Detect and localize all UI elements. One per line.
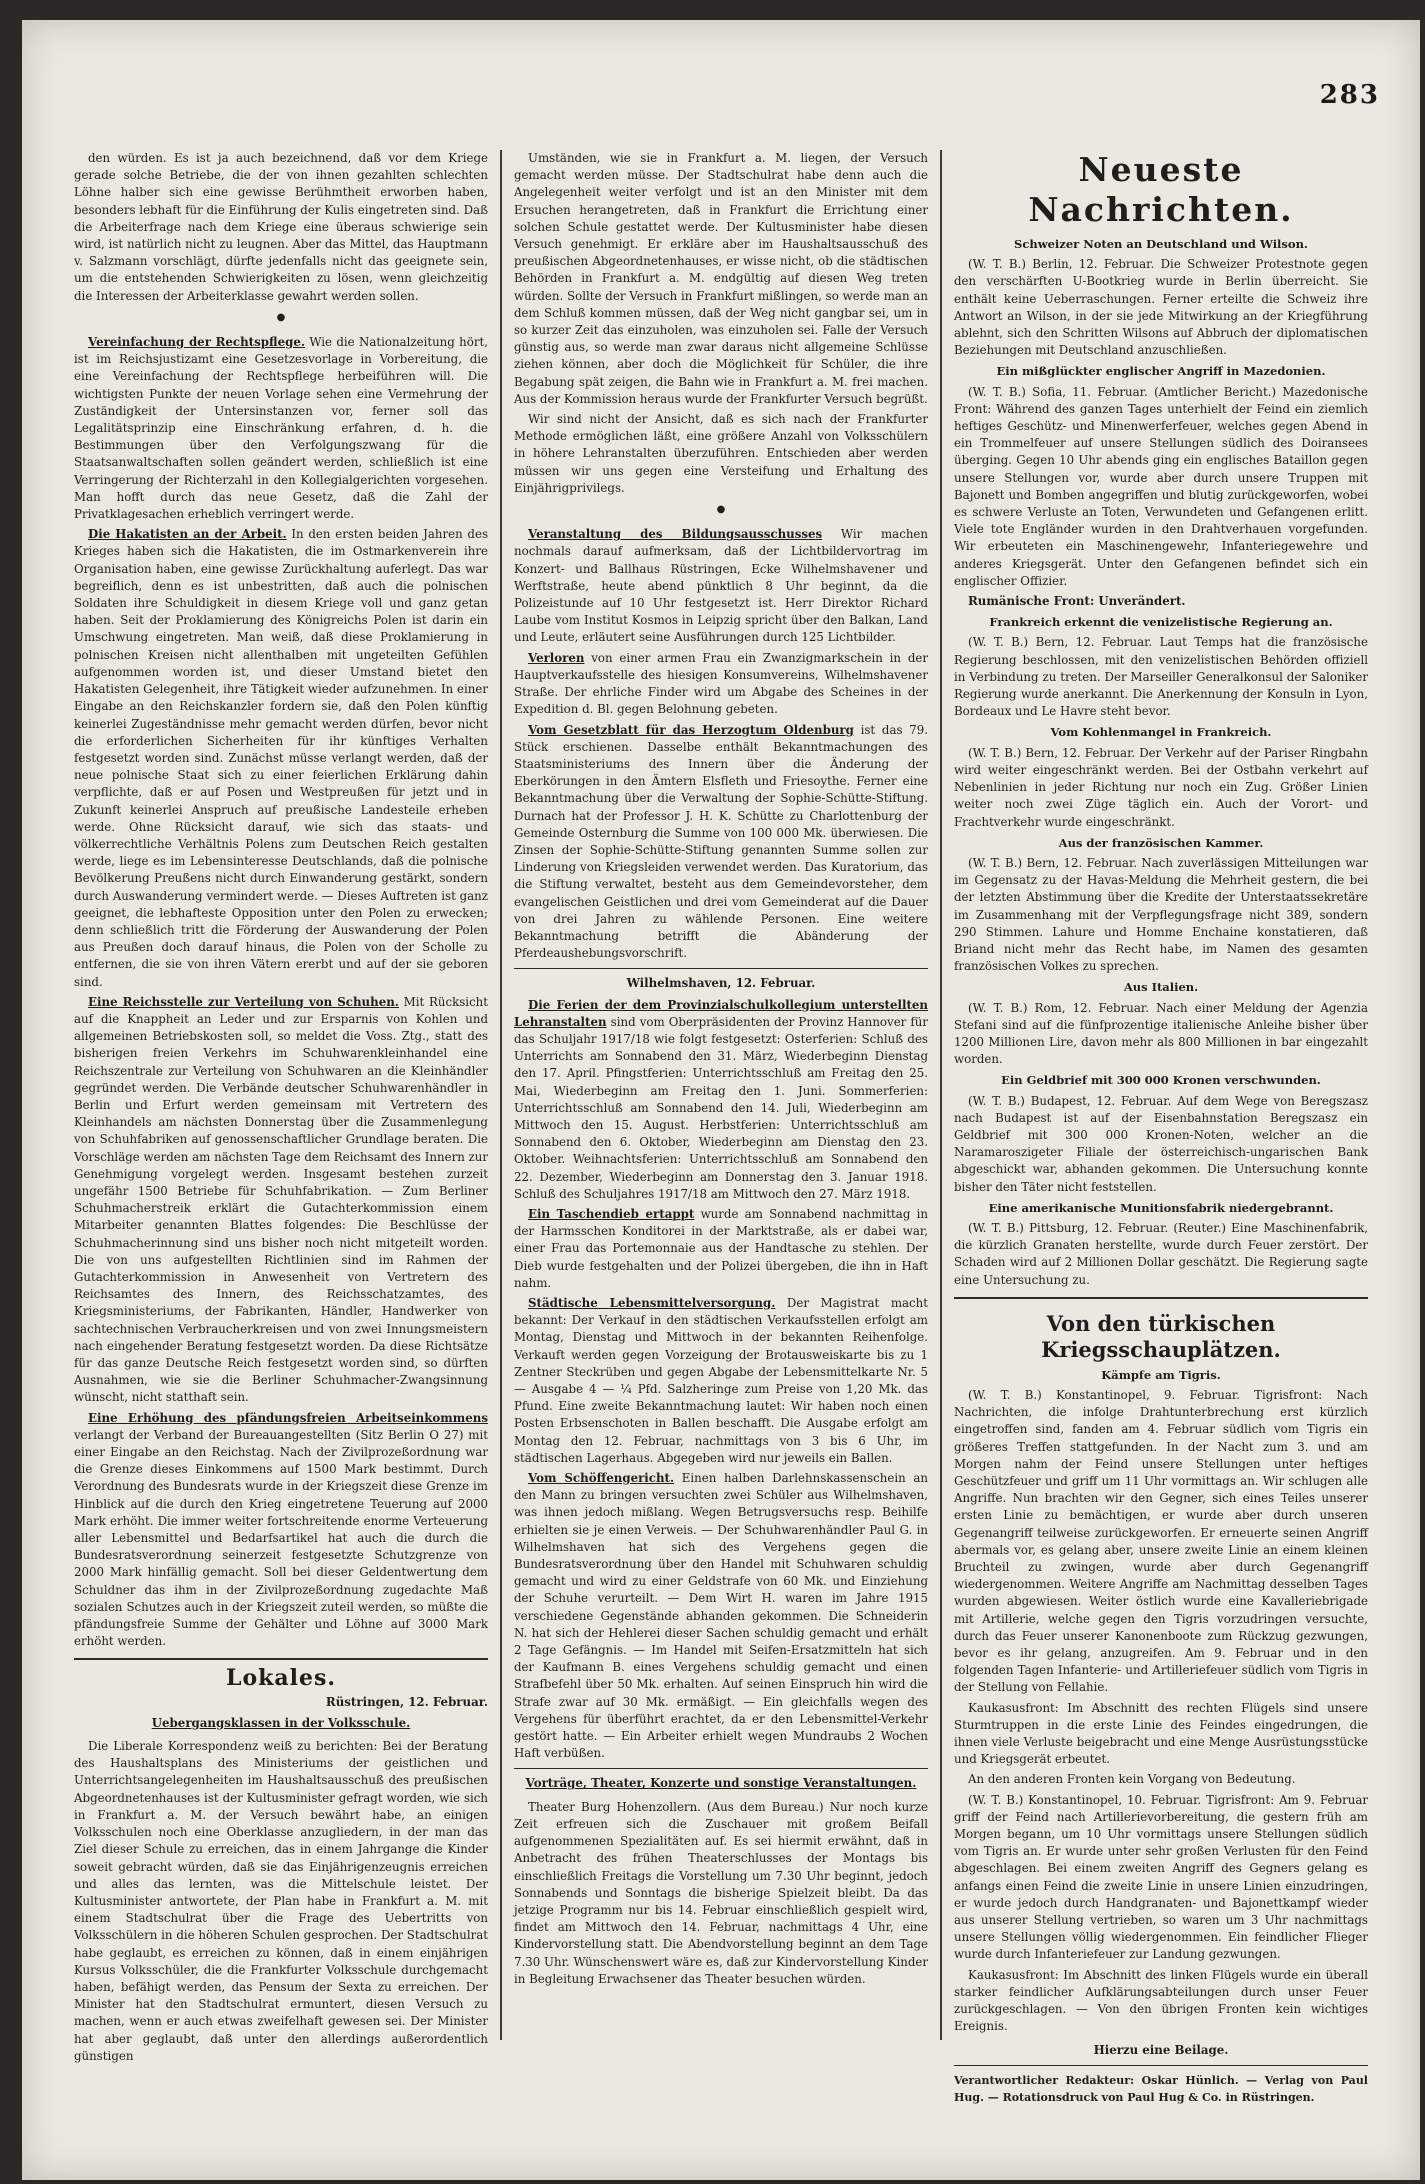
news-body: (W. T. B.) Berlin, 12. Februar. Die Schweizer Protestnote gegen den verschärften U-Bootkrieg wurde in Berlin überreicht. Sie enthält keine Ueberraschungen. Ferner erteilte die Schweiz ihre Antwort an Wilson, in der sie jede Mitwirkung an der Kriegführung ablehnt, sich den Schritten Wilsons auf Abbruch der diplomatischen Beziehungen mit Deutschland anzuschließen. xyxy=(954,257,1368,358)
notice-taschendieb xyxy=(514,1206,928,1292)
dateline: Rüstringen, 12. Februar. xyxy=(325,1694,488,1709)
news-body: (W. T. B.) Bern, 12. Februar. Der Verkehr auf der Pariser Ringbahn wird weiter eingeschränkt werden. Bei der Ostbahn verkehrt auf Nebenlinien in jeder Richtung nur noch ein Zug. Größer Linien weiter noch zwei Züge täglich ein. Auch der Vorort- und Frachtverkehr wurde eingeschränkt. xyxy=(954,745,1368,829)
article-heading: Uebergangsklassen in der Volksschule. xyxy=(151,1715,411,1730)
notice-heading: Vom Schöffengericht. xyxy=(528,1471,675,1486)
article-body: Mit Rücksicht auf die Knappheit an Leder und zur Ersparnis von Kohlen und allgemeinen Betriebskosten soll, so meldet die Voss. Ztg., statt des bisherigen freien Verkehrs im Schuhwarenkleinhandel eine Reichszentrale zur Verteilung von Schuhwaren an die Kleinhändler gegründet werden. Die Verbände deutscher Schuhwarenhändler in Berlin und Erfurt werden gemeinsam mit Vertretern des Kleinhandels am nächsten Donnerstag über die Zusammenlegung von Schuhfabriken auf genossenschaftlicher Grundlage beraten. Die Vorschläge werden am nächsten Tage dem Reichsamt des Innern zur Genehmigung vorgelegt werden. Insgesamt bestehen zurzeit ungefähr 1500 Betriebe für Schuhfabrikation. — Zum Berliner Schuhmacherstreik erklärt die Gutachterkommission einem Mitarbeiter genannten Blattes folgendes: Die Beschlüsse der Schuhmacherinnung sind uns bisher noch nicht mitgeteilt worden. Die von uns aufgestellten Richtlinien sind im Rahmen der Gutachterkommission in Anwesenheit von Vertretern des Reichsamtes des Innern, des Reichsschatzamtes, des Kriegsministeriums, der Fabrikanten, Händler, Handwerker von sachtechnischen Verbraucherkreisen und von zwei Innungsmeistern nach eingehender Beratung festgesetzt worden. Da diese Richtsätze für das ganze Deutsche Reich festgesetzt worden sind, so dürften Ausnahmen, wie sie die Berliner Schuhmacher-Zwangsinnung wünscht, nicht statthaft sein. xyxy=(74,994,489,1405)
column-right xyxy=(954,150,1368,2109)
news-heading: Schweizer Noten an Deutschland und Wilson. xyxy=(1014,237,1308,251)
section-divider xyxy=(954,1297,1368,1299)
article-body: In den ersten beiden Jahren des Krieges haben sich die Hakatisten, die im Ostmarkenverein ihre Organisation haben, eine gewisse Zurückhaltung auferlegt. Das war begreiflich, denn es ist unbestritten, daß auch die polnischen Soldaten ihre Schuldigkeit in diesem Kriege voll und ganz getan haben. Seit der Proklamierung des Königreichs Polen ist darin ein Umschwung eingetreten. Man weiß, daß diese Proklamierung in polnischen Kreisen nicht allenthalben mit ungeteilten Gefühlen aufgenommen worden ist, und dieser Umstand bietet den Hakatisten Gelegenheit, ihre Tätigkeit wieder aufzunehmen. In einer Eingabe an den Reichskanzler fordern sie, daß den Polen künftig keinerlei Zugeständnisse mehr gemacht werden dürfen, bevor nicht die erforderlichen Sicherheiten für ihr künftiges Verhalten festgesetzt worden sind. Zunächst müsse verlangt werden, daß der neue polnische Staat sich zu einer feierlichen Erklärung dahin verpflichte, daß er auf Posen und Westpreußen für jetzt und in Zukunft keinerlei Anspruch auf preußische Landesteile erheben werde. Ohne Rücksicht darauf, wie sich das staats- und völkerrechtliche Verhältnis Polens zum Deutschen Reich gestalten werde, liege es im Lebensinteresse Deutschlands, daß die polnische Bevölkerung Preußens nicht durch Einwanderung gestärkt, sondern durch Auswanderung vermindert werde. — Dieses Auftreten ist ganz geeignet, die lebhafteste Opposition unter den Polen zu erwecken; denn schließlich tritt die Förderung der Auswanderung der Polen aus Preußen doch darauf hinaus, die Polen von der Scholle zu entfernen, die sie von ihren Vätern ererbt und auf der sie geboren sind. xyxy=(74,527,488,989)
notice-body: Einen halben Darlehnskassenschein an den Mann zu bringen versuchten zwei Schüler aus Wilhelmshaven, was ihnen jedoch mißlang. Wegen Betrugsversuchs resp. Beihilfe erhielten sie je einen Verweis. — Der Schuhwarenhändler Paul G. in Wilhelmshaven hat sich des Vergehens gegen die Bundesratsverordnung über den Handel mit Schuhwaren schuldig gemacht und wird zu einer Geldstrafe von 60 Mk. und Einziehung der Schuhe verurteilt. — Dem Wirt H. waren im Jahre 1915 verschiedene Gegenstände abhanden gekommen. Die Schneiderin N. hat sich der Hehlerei dieser Sachen schuldig gemacht und erhält 2 Tage Gefängnis. — Im Handel mit Seifen-Ersatzmitteln hat sich der Kaufmann B. eines Vergehens schuldig gemacht und einen Strafbefehl über 50 Mk. erhalten. Auf seinen Einspruch hin wird die Strafe zwar auf 30 Mk. ermäßigt. — Ein gleichfalls wegen des Vergehens für überführt erachtet, da er den Lebensmittel-Verkehr gestört hatte. — Ein Arbeiter erhielt wegen Mundraubs 2 Wochen Haft verbüßen. xyxy=(514,1471,929,1761)
divider xyxy=(514,968,928,969)
notice-heading: Veranstaltung des Bildungsausschusses xyxy=(528,527,823,542)
news-body: (W. T. B.) Budapest, 12. Februar. Auf dem Wege von Beregszasz nach Budapest ist auf der Eisenbahnstation Beregszasz ein Geldbrief mit 300 000 Kronen-Noten, welcher an die Naramaroszigeter Filiale der österreichisch-ungarischen Bank abgeschickt war, abhanden gekommen. Die Untersuchung konnte bisher den Täter nicht feststellen. xyxy=(954,1093,1368,1194)
notice-body: ist das 79. Stück erschienen. Dasselbe enthält Bekanntmachungen des Staatsministeriums des Innern über die Änderung der Eberkörungen in den Ämtern Elsfleth und Friesoythe. Ferner eine Bekanntmachung über die Verwaltung der Sophie-Schütte-Stiftung. Durnach hat der Professor J. H. K. Schütte zu Charlottenburg der Gemeinde Osternburg die Summe von 100 000 Mk. überwiesen. Die Zinsen der Sophie-Schütte-Stiftung genannten Summe sollen zur Linderung von Kriegsleiden verwendet werden. Das Kuratorium, das die Stiftung verwaltet, besteht aus dem Gemeindevorsteher, dem evangelischen Geistlichen und drei vom Gemeinderat auf die Dauer von drei Jahren zu wählende Personen. Eine weitere Bekanntmachung betrifft die Abänderung der Pferdeaushebungsvorschrift. xyxy=(514,722,929,961)
section-masthead: Neueste Nachrichten. xyxy=(1028,150,1294,229)
article-heading: Eine Reichsstelle zur Verteilung von Schuhen. xyxy=(88,994,399,1009)
article-schuhe xyxy=(74,994,488,1407)
notice-verloren xyxy=(514,650,928,719)
news-body: (W. T. B.) Sofia, 11. Februar. (Amtlicher Bericht.) Mazedonische Front: Während des ganzen Tages unterhielt der Feind ein ziemlich heftiges Geschütz- und Minenwerferfeuer, welches gegen Abend in ein Trommelfeuer auf unsere Stellungen südlich des Doiransees überging. Gegen 10 Uhr abends ging ein englisches Bataillon gegen unsere Stellungen vor, wurde aber durch unsere Truppen mit Bajonett und Bomben angegriffen und blutig zurückgeworfen, wobei es schwere Verluste an Toten, Verwundeten und Gefangenen erlitt. Viele tote Engländer wurden in den Drahtverhauen vorgefunden. Wir erbeuteten ein Maschinengewehr, Infanteriegewehre und anderes Kriegsgerät. Unter den Gefangenen befindet sich ein englischer Offizier. xyxy=(954,384,1368,588)
news-body: Kaukasusfront: Im Abschnitt des rechten Flügels sind unsere Sturmtruppen in die erste Linie des Feindes eingedrungen, die ihnen viele Verluste beigebracht und eine Menge Ausrüstungsstücke und Kriegsgerät erbeutet. xyxy=(954,1700,1368,1767)
notice-bildungsausschuss xyxy=(514,526,928,646)
notice-theater: Theater Burg Hohenzollern. (Aus dem Bureau.) Nur noch kurze Zeit erfreuen sich die Zuschauer mit großem Beifall aufgenommenen Spezialitäten auf. Es sei hiermit erwähnt, daß in Anbetracht des frühen Theaterschlusses der Montags bis einschließlich Freitags die Vorstellung um 7.30 Uhr beginnt, jedoch Sonnabends und Sonntags die bisherige Spielzeit bleibt. Da das jetzige Programm nur bis 14. Februar einschließlich gespielt wird, findet am Mittwoch den 14. Februar, nachmittags 4 Uhr, eine Kindervorstellung statt. Die Abendvorstellung beginnt an dem Tage 7.30 Uhr. Wünschenswert wäre es, daß zur Kindervorstellung Kinder in Begleitung Erwachsener das Theater besuchen würden. xyxy=(514,1799,928,1986)
article-heading: Die Hakatisten an der Arbeit. xyxy=(88,527,287,542)
section-heading-veranstaltungen: Vorträge, Theater, Konzerte und sonstige Veranstaltungen. xyxy=(525,1776,917,1791)
article-body: Die Liberale Korrespondenz weiß zu berichten: Bei der Beratung des Haushaltsplans des Ministeriums der geistlichen und Unterrichtsangelegenheiten im Haushaltsausschuß des preußischen Abgeordnetenhauses ist der Kultusminister gefragt worden, wie sich in Frankfurt a. M. der Versuch bewährt habe, an einigen Volksschulen noch eine Oberklasse anzugliedern, in der man das Ziel dieser Schule zu erreichen, das in einem Jahrgange die Kinder soweit gebracht würden, daß sie das Einjährigenzeugnis erreichen und alles das lernten, was die Mittelschule leistet. Der Kultusminister antwortete, der Plan habe in Frankfurt a. M. mit einem Stadtschulrat über die Frage des Uebertritts von Volksschülern in die höheren Schulen gesprochen. Der Stadtschulrat habe geglaubt, es erreichen zu können, daß in einem einjährigen Kursus Volksschüler, die die Frankfurter Volksschule durchgemacht haben, befähigt werden, das Pensum der Sexta zu erreichen. Der Minister hat den Stadtschulrat ermuntert, diesen Versuch zu machen, wenn er auch etwas zweifelhaft gewesen sei. Der Minister hat aber geglaubt, daß unter den allerdings außerordentlich günstigen xyxy=(74,1739,488,2063)
imprint: Verantwortlicher Redakteur: Oskar Hünlich. — Verlag von Paul Hug. — Rotationsdruck von Paul Hug & Co. in Rüstringen. xyxy=(954,2073,1368,2104)
news-body: Rumänische Front: Unverändert. xyxy=(968,594,1186,609)
news-heading: Vom Kohlenmangel in Frankreich. xyxy=(1050,725,1272,740)
notice-heading: Vom Gesetzblatt für das Herzogtum Oldenburg xyxy=(528,722,854,737)
news-heading: Aus der französischen Kammer. xyxy=(1058,835,1264,850)
supplement-note: Hierzu eine Beilage. xyxy=(1093,2042,1229,2057)
news-heading: Aus Italien. xyxy=(1123,980,1199,995)
news-body: (W. T. B.) Bern, 12. Februar. Laut Temps hat die französische Regierung beschlossen, mit den venizelistischen Behörden offiziell in Verbindung zu treten. Der Marseiller Generalkonsul der Saloniker Regierung wurde anerkannt. Die Anerkennung der Konsuln in Lyon, Bordeaux und Le Havre steht bevor. xyxy=(954,635,1368,719)
column-rule-left xyxy=(500,150,502,2040)
notice-heading: Verloren xyxy=(528,650,585,665)
divider xyxy=(514,1768,928,1769)
dateline: Wilhelmshaven, 12. Februar. xyxy=(626,976,816,991)
article-continuation: Umständen, wie sie in Frankfurt a. M. liegen, der Versuch gemacht werden müsse. Der Stadtschulrat habe denn auch die Angelegenheit weiter verfolgt und ist an den Minister mit dem Ersuchen herangetreten, daß in Frankfurt die Errichtung einer solchen Schule gestattet werde. Der Kultusminister habe diesen Versuch genehmigt. Er erkläre aber im Haushaltsausschuß des preußischen Abgeordnetenhauses, er wisse nicht, ob die städtischen Behörden in Frankfurt a. M. endgültig auf diesen Weg treten würden. Sollte der Versuch in Frankfurt mißlingen, so werde man an dem Schluß kommen müssen, daß der Weg nicht gangbar sei, um in so kurzer Zeit das einzuholen, was einzuholen sei. Falle der Versuch günstig aus, so werde man zwar daraus nicht allgemeine Schlüsse ziehen können, aber doch die Möglichkeit für Schüler, die ihre Begabung spät zeigen, die Bahn wie in Frankfurt a. M. frei machen. Aus der Kommission heraus wurde der Frankfurter Versuch begrüßt. xyxy=(514,151,928,406)
article-arbeitseinkommen xyxy=(74,1410,488,1651)
notice-heading: Die Ferien der dem Provinzialschulkollegium unterstellten Lehranstalten xyxy=(514,997,928,1029)
divider-star: ● xyxy=(276,311,286,323)
news-body: (W. T. B.) Rom, 12. Februar. Nach einer Meldung der Agenzia Stefani sind auf die fünfprozentige italienische Anleihe bisher über 1200 Millionen Lire, davon mehr als 800 Millionen in bar eingezahlt worden. xyxy=(954,1000,1368,1067)
section-title-tuerkei: Von den türkischen Kriegsschauplätzen. xyxy=(1041,1310,1281,1362)
news-heading: Eine amerikanische Munitionsfabrik niedergebrannt. xyxy=(988,1200,1334,1215)
news-body: (W. T. B.) Bern, 12. Februar. Nach zuverlässigen Mitteilungen war im Gegensatz zu der Havas-Meldung die Mehrheit gestern, die bei der letzten Abstimmung über die Kredite der Unterstaatssekretäre im Zusammenhang mit der Verpflegungsfrage nicht 389, sondern 290 Stimmen. Lahure und Homme Enchaine konstatieren, daß Briand nicht mehr das Recht habe, im Namen des gesamten französischen Volkes zu sprechen. xyxy=(954,855,1368,974)
news-body: (W. T. B.) Konstantinopel, 10. Februar. Tigrisfront: Am 9. Februar griff der Feind nach Artillerievorbereitung, die gestern früh am Morgen begann, um 10 Uhr vormittags unsere Stellungen südlich vom Tigris an. Er wurde unter sehr großen Verlusten für den Feind abgeschlagen. Bei einem zweiten Angriff des Gegners gelang es anfangs einen Feind die zweite Linie in unsere Linien einzudringen, er wurde jedoch durch Handgranaten- und Bajonettkampf wieder aus unserer Stellung vertrieben, so waren um 3 Uhr nachmittags unsere Stellungen völlig wiedergenommen. Ein feindlicher Flieger wurde durch Infanteriefeuer zur Landung gezwungen. xyxy=(954,1792,1368,1962)
news-subheading: Kämpfe am Tigris. xyxy=(1101,1367,1221,1382)
notice-heading: Städtische Lebensmittelversorgung. xyxy=(528,1296,776,1310)
article-heading: Eine Erhöhung des pfändungsfreien Arbeitseinkommens xyxy=(88,1410,488,1425)
notice-body: Der Magistrat macht bekannt: Der Verkauf in den städtischen Verkaufsstellen erfolgt am Montag, Dienstag und Mittwoch in der bekannten Reihenfolge. Verkauft werden gegen Vorzeigung der Brotausweiskarte bis zu 1 Zentner Steckrüben und gegen Abgabe der Lebensmittelkarte Nr. 5 — Ausgabe 4 — ¼ Pfd. Salzheringe zum Preise von 1,20 Mk. das Pfund. Eine zweite Bekanntmachung lautet: Wir haben noch einen Posten Erbsenschoten in Ballen beschafft. Die Ausgabe erfolgt am Montag den 12. Februar, nachmittags von 3 bis 6 Uhr, im städtischen Lagerhaus. Abgegeben wird nur jeweils ein Ballen. xyxy=(514,1296,928,1465)
news-heading: Ein Geldbrief mit 300 000 Kronen verschwunden. xyxy=(1001,1073,1321,1088)
news-body: (W. T. B.) Konstantinopel, 9. Februar. Tigrisfront: Nach Nachrichten, die infolge Drahtunterbrechung erst kürzlich eingetroffen sind, fanden am 4. Februar südlich vom Tigris ein größeres Treffen stattgefunden. In der Nacht zum 3. und am Morgen nahm der Feind unsere Stellungen unter heftiges Geschützfeuer und griff um 11 Uhr vormittags an. Wir schlugen alle Angriffe. Nun brachten wir den Gegner, sich eines Teiles unserer ersten Linie zu bemächtigen, er wurde aber durch unseren Gegenangriff teilweise zurückgeworfen. Er erneuerte seinen Angriff abermals vor, es gelang aber, unsere zweite Linie an einem kleinen Bruchteil zu zwingen, wurde aber durch Gegenangriff wiedergenommen. Weitere Angriffe am Nachmittag desselben Tages wurden abgewiesen. Weiter östlich wurde eine Kavalleriebrigade mit Artillerie, welche gegen den Tigris vorzudringen versuchte, durch das Feuer unserer Kanonenboote zum Rückzug gezwungen, bevor es ihr gelang, anzugreifen. Am 9. Februar und in den folgenden Tagen Infanterie- und Artilleriefeuer südlich vom Tigris in der Stellung von Fellahie. xyxy=(954,1387,1368,1695)
article-heading: Vereinfachung der Rechtspflege. xyxy=(88,335,305,350)
section-divider xyxy=(74,1658,488,1660)
news-heading: Frankreich erkennt die venizelistische Regierung an. xyxy=(989,615,1333,630)
notice-body: Wir machen nochmals darauf aufmerksam, daß der Lichtbildervortrag im Konzert- und Ballhaus Rüstringen, Ecke Wilhelmshavener und Werftstraße, heute abend pünktlich 8 Uhr beginnt, da die Polizeistunde auf 10 Uhr festgesetzt ist. Herr Direktor Richard Laube vom Institut Kosmos in Leipzig spricht über den Balkan, Land und Leute, erläutert seine Ausführungen durch 125 Lichtbilder. xyxy=(514,527,928,645)
article-continuation: den würden. Es ist ja auch bezeichnend, daß vor dem Kriege gerade solche Betriebe, die der von ihnen gezahlten schlechten Löhne halber sich eine gewisse Berühmtheit erworben haben, besonders lebhaft für die Einführung der Kulis eingetreten sind. Daß die Arbeiterfrage nach dem Kriege eine überaus schwierige sein wird, ist natürlich nicht zu leugnen. Aber das Mittel, das Hauptmann v. Salzmann vorschlägt, dürfte jedenfalls nicht das geeignete sein, um die entstehenden Schwierigkeiten zu lösen, wenn gleichzeitig die Interessen der Arbeiterklasse gewahrt werden sollen. xyxy=(74,151,488,303)
section-title-lokales: Lokales. xyxy=(225,1665,337,1692)
notice-body: wurde am Sonnabend nachmittag in der Harmsschen Konditorei in der Marktstraße, als er dabei war, einer Frau das Portemonnaie aus der Handtasche zu stehlen. Der Dieb wurde festgehalten und der Polizei übergeben, die ihn in Haft nahm. xyxy=(514,1206,928,1290)
page-number: 283 xyxy=(1319,80,1380,110)
news-heading: Ein mißglückter englischer Angriff in Mazedonien. xyxy=(996,364,1326,379)
news-body: (W. T. B.) Pittsburg, 12. Februar. (Reuter.) Eine Maschinenfabrik, die kürzlich Granaten herstellte, wurde durch Feuer zerstört. Der Schaden wird auf 2 Millionen Dollar geschätzt. Die Regierung sagte eine Untersuchung zu. xyxy=(954,1220,1368,1287)
article-body: Wie die Nationalzeitung hört, ist im Reichsjustizamt eine Gesetzesvorlage in Vorbereitung, die eine Vereinfachung der Rechtspflege herbeiführen will. Die wichtigsten Punkte der neuen Vorlage sehen eine Vermehrung der Zuständigkeit der Untersinstanzen vor, ferner soll das Legalitätsprinzip eine Einschränkung erfahren, d. h. die Bestimmungen über den Verfolgungszwang für die Staatsanwaltschaften sollen geändert werden, schließlich ist eine Verringerung der Richterzahl in den Kollegialgerichten vorgesehen. Man hofft durch das neue Gesetz, daß die Zahl der Privatklagesachen erheblich verringert werde. xyxy=(74,335,489,522)
notice-heading: Ein Taschendieb ertappt xyxy=(528,1206,695,1221)
column-middle xyxy=(514,150,928,1991)
article-hakatisten xyxy=(74,526,488,990)
divider xyxy=(954,2065,1368,2066)
notice-ferien xyxy=(514,997,928,1203)
divider-star: ● xyxy=(716,504,726,516)
notice-body: sind vom Oberpräsidenten der Provinz Hannover für das Schuljahr 1917/18 wie folgt festgesetzt: Osterferien: Schluß des Unterrichts am Sonnabend den 31. März, Wiederbeginn Dienstag den 17. April. Pfingstferien: Unterrichtsschluß am Freitag den 25. Mai, Wiederbeginn am Freitag den 1. Juni. Sommerferien: Unterrichtsschluß am Sonnabend den 14. Juli, Wiederbeginn am Mittwoch den 15. August. Herbstferien: Unterrichtsschluß am Sonnabend den 6. Oktober, Wiederbeginn am Dienstag den 23. Oktober. Weihnachtsferien: Unterrichtsschluß am Sonnabend den 22. Dezember, Wiederbeginn am Donnerstag den 3. Januar 1918. Schluß des Schuljahres 1917/18 am Mittwoch den 27. März 1918. xyxy=(514,1014,928,1201)
notice-schoeffengericht xyxy=(514,1470,928,1762)
news-body: An den anderen Fronten kein Vorgang von Bedeutung. xyxy=(968,1772,1296,1787)
notice-body: von einer armen Frau ein Zwanzigmarkschein in der Hauptverkaufsstelle des hiesigen Konsumvereins, Wilhelmshavener Straße. Der ehrliche Finder wird um Abgabe des Scheines in der Expedition d. Bl. gegen Belohnung gebeten. xyxy=(514,650,928,717)
column-rule-right xyxy=(940,150,942,2040)
article-commentary: Wir sind nicht der Ansicht, daß es sich nach der Frankfurter Methode ermöglichen läßt, eine größere Anzahl von Volksschülern in höhere Lehranstalten überzuführen. Entschieden aber werden müssen wir uns gegen eine Versteifung und Erhaltung des Einjährigprivilegs. xyxy=(514,412,928,495)
article-body: verlangt der Verband der Bureauangestellten (Sitz Berlin O 27) mit einer Eingabe an den Reichstag. Nach der Zivilprozeßordnung war die Grenze dieses Einkommens auf 1500 Mark bestimmt. Durch Verordnung des Bundesrats wurde in der Kriegszeit diese Grenze im Hinblick auf die durch den Krieg eingetretene Teuerung auf 2000 Mark erhöht. Die immer weiter fortschreitende enorme Verteuerung aller Lebensmittel und Bedarfsartikel hat auch die durch die Bundesratsverordnung seinerzeit festgesetzte Schutzgrenze von 2000 Mark hinfällig gemacht. Soll bei dieser Geldentwertung dem Schuldner das ihm in der Zivilprozeßordnung zugedachte Maß sozialen Schutzes auch in der Kriegszeit zuteil werden, so müßte die pfändungsfreie Summe der Gehälter und Löhne auf 3000 Mark erhöht werden. xyxy=(74,1427,488,1649)
notice-gesetzblatt xyxy=(514,722,928,963)
notice-lebensmittel xyxy=(514,1295,928,1467)
article-rechtspflege xyxy=(74,334,488,523)
newspaper-page xyxy=(22,20,1420,2180)
news-body: Kaukasusfront: Im Abschnitt des linken Flügels wurde ein überall starker feindlicher Aufklärungsabteilungen durch unser Feuer zurückgeschlagen. — Von den übrigen Fronten kein wichtiges Ereignis. xyxy=(954,1967,1368,2034)
column-left xyxy=(74,150,488,2068)
